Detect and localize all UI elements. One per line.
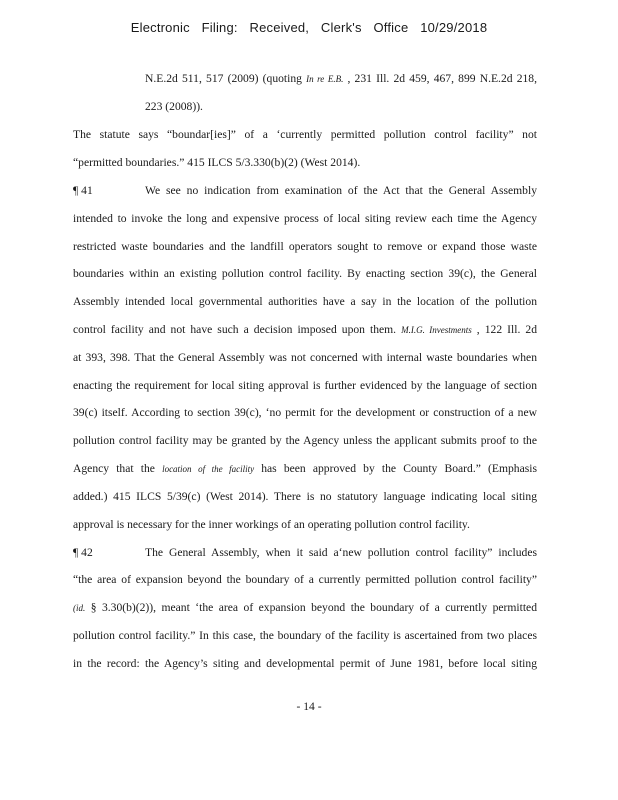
text-line-13: 39(c) itself. According to section 39(c), ‘no permit for the development or construction of a new: [73, 406, 537, 419]
text-line-8: boundaries within an existing pollution control facility. By enacting section 39(c), the General: [73, 267, 537, 280]
text-line-21: pollution control facility.” In this case, the boundary of the facility is ascertained from two places: [73, 629, 537, 642]
paragraph-number-41: ¶ 41: [73, 184, 93, 197]
text-segment: § 3.30(b)(2)), meant ‘the area of expansion beyond the boundary of a currently permitted: [85, 601, 537, 614]
text-line-17: approval is necessary for the inner workings of an operating pollution control facility.: [73, 518, 470, 531]
paragraph-41-first-line: [73, 184, 537, 198]
text-line-7: restricted waste boundaries and the landfill operators sought to remove or expand those waste: [73, 240, 537, 253]
text-line-20: [73, 601, 537, 615]
emphasis-italic: location of the facility: [162, 464, 255, 474]
text-line-6: intended to invoke the long and expensive process of local siting review each time the Agency: [73, 212, 537, 225]
text-line-2: 223 (2008)).: [145, 100, 203, 113]
text-segment: , 122 Ill. 2d: [471, 323, 537, 336]
text-line-15: [73, 462, 537, 476]
case-citation-italic: M.I.G. Investments: [401, 325, 472, 335]
text-line-4: “permitted boundaries.” 415 ILCS 5/3.330(b)(2) (West 2014).: [73, 156, 361, 169]
paragraph-number-42: ¶ 42: [73, 546, 93, 559]
text-line-11: at 393, 398. That the General Assembly was not concerned with internal waste boundaries when: [73, 351, 537, 364]
text-line-9: Assembly intended local governmental authorities have a say in the location of the pollution: [73, 295, 537, 308]
text-segment: We see no indication from examination of the Act that the General Assembly: [145, 184, 537, 197]
text-segment: has been approved by the County Board.” (Emphasis: [254, 462, 537, 475]
text-segment: Agency that the: [73, 462, 163, 475]
paragraph-42-first-line: [73, 546, 537, 560]
text-line-3: The statute says “boundar[ies]” of a ‘currently permitted pollution control facility” not: [73, 128, 537, 141]
text-line-10: [73, 323, 537, 337]
text-line-14: pollution control facility may be granted by the Agency unless the applicant submits proof to the: [73, 434, 537, 447]
citation-id-italic: (id.: [73, 603, 86, 613]
text-segment: The General Assembly, when it said a‘new pollution control facility” includes: [145, 546, 537, 559]
filing-stamp-header: Electronic Filing: Received, Clerk's Office 10/29/2018: [130, 20, 488, 35]
text-line-19: “the area of expansion beyond the boundary of a currently permitted pollution control facility”: [73, 573, 537, 586]
text-line-16: added.) 415 ILCS 5/39(c) (West 2014). There is no statutory language indicating local siting: [73, 490, 537, 503]
text-line-1: [145, 72, 537, 86]
case-citation-italic: In re E.B.: [306, 74, 344, 84]
text-line-22: in the record: the Agency’s siting and developmental permit of June 1981, before local siting: [73, 657, 537, 670]
text-segment: control facility and not have such a decision imposed upon them.: [73, 323, 402, 336]
text-segment: N.E.2d 511, 517 (2009) (quoting: [145, 72, 307, 85]
text-line-12: enacting the requirement for local siting approval is further evidenced by the language of section: [73, 379, 537, 392]
text-segment: , 231 Ill. 2d 459, 467, 899 N.E.2d 218,: [343, 72, 538, 85]
page-number: - 14 -: [296, 700, 322, 713]
